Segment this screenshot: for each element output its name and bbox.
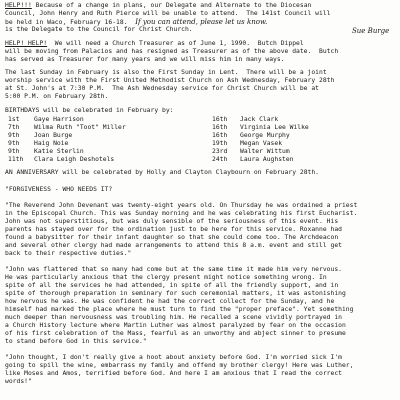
p2-line: "John was flattered that so many had come but at the same time it made him very nervous. — [5, 266, 342, 273]
bday-left-day-6: 11th — [8, 156, 24, 163]
bday-right-name-1: Jack Clark — [240, 116, 279, 123]
bday-right-day-6: 24th — [212, 156, 228, 163]
p2-line: He was particularly anxious that the clergy present might notice something wrong. In — [5, 274, 327, 281]
birthdays-heading: BIRTHDAYS will be celebrated in February by: — [5, 107, 174, 114]
p1-line: "The Reverend John Devenant was twenty-eight years old. On Thursday he was ordained a priest — [5, 202, 358, 209]
p2-line: much deeper than nervousness was troubling him. He recalled a scene vividly portrayed in — [5, 314, 342, 321]
p2-line: a Church History lecture where Martin Luther was almost paralyzed by fear on the occasion — [5, 322, 346, 329]
handwritten-request: If you can attend, please let us know. — [135, 18, 268, 26]
p1-line: found a babysitter for their infant daughter so that she could come too. The Archdeacon — [5, 234, 339, 241]
bday-right-day-2: 16th — [212, 124, 228, 131]
help-line-1: HELP!!! Because of a change in plans, our Delegate and Alternate to the Diocesan — [5, 2, 312, 9]
bday-left-day-4: 9th — [8, 140, 20, 147]
treasurer-line-3: has served as Treasurer for many years and we will miss him in many ways. — [5, 56, 285, 63]
help-line-4: is the Delegate to the Council for Christ Church. — [5, 26, 193, 33]
bday-left-day-3: 9th — [8, 132, 20, 139]
p2-line: to stand before God in this service." — [5, 338, 147, 345]
bday-left-name-2: Wilma Ruth "Toot" Miller — [34, 124, 126, 131]
p2-line: how nervous he was. He was confident he had the correct collect for the Sunday, and he — [5, 298, 335, 305]
bday-right-name-5: Walter Wittum — [240, 148, 290, 155]
p1-line: back to their respective duties." — [5, 250, 132, 257]
bday-left-name-6: Clara Leigh Deshotels — [34, 156, 115, 163]
p3-line: going to spill the wine, embarrass my family and offend my brother clergy! Here was Luther, — [5, 362, 354, 369]
p1-line: in the Episcopal Church. This was Sunday morning and he was celebrating his first Eucharist. — [5, 210, 358, 217]
bday-right-name-3: George Murphy — [240, 132, 290, 139]
bday-right-day-5: 23rd — [212, 148, 228, 155]
handwritten-note: Sue Burge — [352, 27, 390, 35]
bday-right-name-6: Laura Aughsten — [240, 156, 294, 163]
treasurer-heading: HELP! HELP! — [5, 40, 48, 47]
help-line-2: Council, John Henry and Ruth Pierce will be unable to attend. The 141st Council will — [5, 10, 331, 17]
p3-line: words!" — [5, 378, 32, 385]
p3-line: like Moses and Amos, terrified before God. And here I am anxious that I read the correct — [5, 370, 342, 377]
forgiveness-heading: "FORGIVENESS - WHO NEEDS IT? — [5, 186, 113, 193]
help-heading: HELP!!! — [5, 2, 32, 9]
p2-line: spite of thorough preparation in seminary for such ceremonial matters, it was astonishing — [5, 290, 346, 297]
p1-line: John was not superstitious, but was duly sensible of the seriousness of this event. His — [5, 218, 339, 225]
anniversary-heading: AN ANNIVERSARY — [5, 169, 59, 176]
lent-line-3: at St. John's at 7:30 P.M. The Ash Wednesday service for Christ Church will be at — [5, 85, 319, 92]
p2-line: himself had marked the place where he must turn to find the "proper preface". Yet something — [5, 306, 354, 313]
treasurer-line-1: HELP! HELP! We will need a Church Treasurer as of June 1, 1990. Butch Dippel — [5, 40, 304, 47]
bday-right-name-4: Megan Vasek — [240, 140, 283, 147]
p1-line: and several other clergy had made arrangements to attend this 8 a.m. event and still get — [5, 242, 342, 249]
bday-left-day-1: 1st — [8, 116, 20, 123]
p2-line: of his first celebration of the Mass, fearful as an unworthy and abject sinner to presume — [5, 330, 346, 337]
help-line-3: be held in Waco, February 16-18. If you can attend, please let us know. — [5, 18, 268, 26]
p1-line: parents has stayed over for the ordination just to be here for this service. Roxanne had — [5, 226, 342, 233]
bday-right-day-1: 16th — [212, 116, 228, 123]
lent-line-2: worship service with the First United Methodist Church on Ash Wednesday, February 28th — [5, 77, 335, 84]
bday-right-name-2: Virginia Lee Wilke — [240, 124, 309, 131]
p3-line: "John thought, I don't really give a hoot about anxiety before God. I'm worried sick I'm — [5, 354, 342, 361]
anniversary-line: AN ANNIVERSARY will be celebrated by Holly and Clayton Claybourn on February 28th. — [5, 169, 320, 176]
bday-left-day-5: 9th — [8, 148, 20, 155]
lent-line-4: 5:00 P.M. on February 28th. — [5, 93, 109, 100]
bday-left-name-3: Joan Burge — [34, 132, 73, 139]
bday-left-name-5: Katie Sterlin — [34, 148, 84, 155]
treasurer-line-2: will be moving from Palacios and has resigned as Treasurer as of the above date. Butch — [5, 48, 339, 55]
p2-line: spite of all the services he had attended, in spite of all the friendly support, and in — [5, 282, 339, 289]
bday-left-name-4: Haig Noie — [34, 140, 69, 147]
bday-left-day-2: 7th — [8, 124, 20, 131]
bday-right-day-3: 16th — [212, 132, 228, 139]
bday-left-name-1: Gaye Harrison — [34, 116, 84, 123]
bday-right-day-4: 19th — [212, 140, 228, 147]
lent-line-1: The last Sunday in February is also the First Sunday in Lent. There will be a joint — [5, 69, 327, 76]
